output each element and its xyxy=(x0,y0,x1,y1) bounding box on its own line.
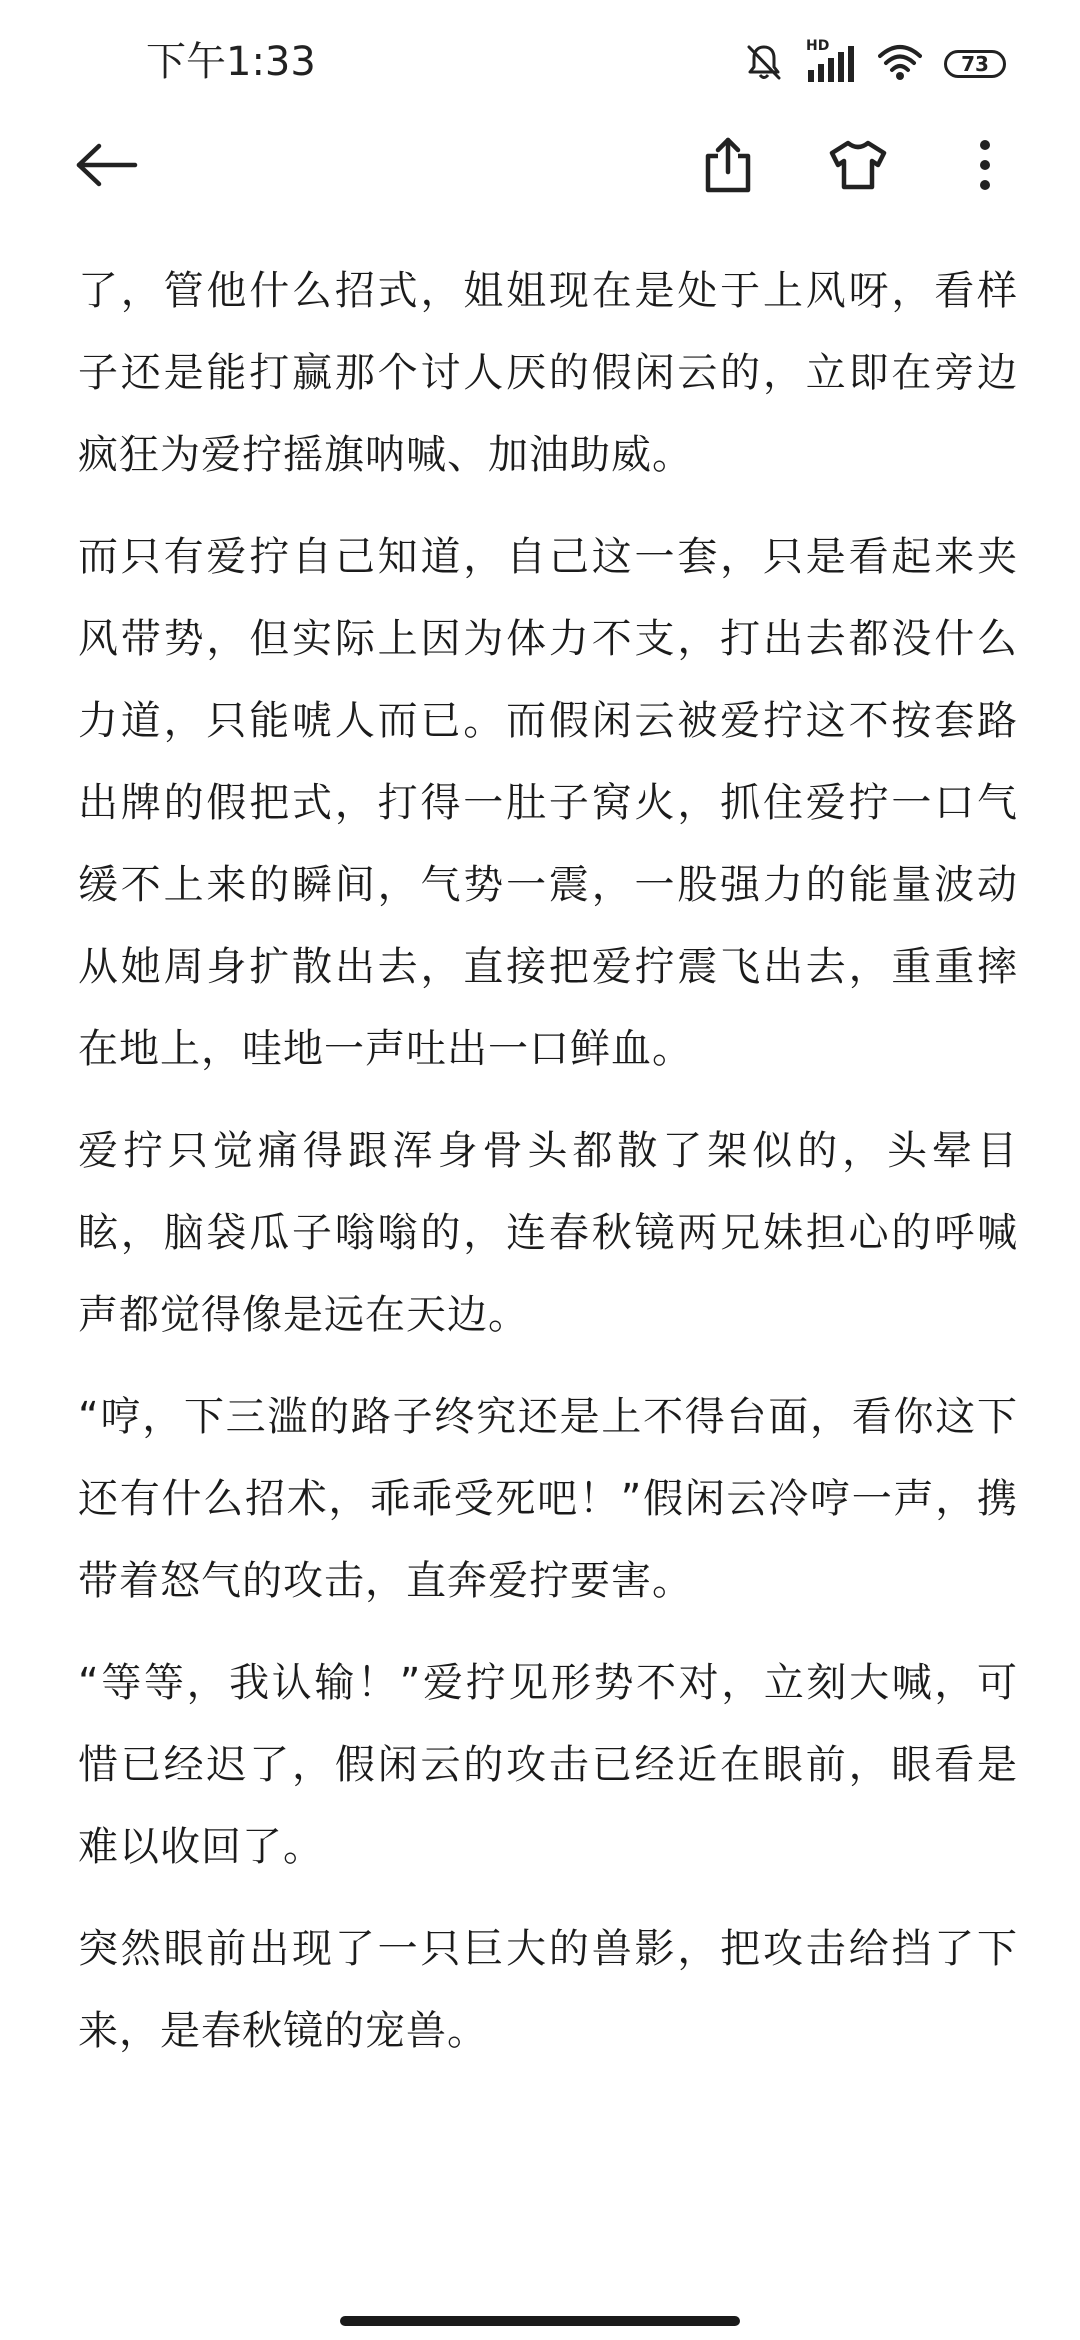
home-indicator[interactable] xyxy=(340,2316,740,2326)
battery-level: 73 xyxy=(961,52,989,76)
article-content xyxy=(78,250,1018,2092)
more-vertical-icon xyxy=(977,139,993,191)
wifi-icon xyxy=(878,42,922,86)
shirt-icon xyxy=(828,139,888,191)
bell-off-icon xyxy=(744,42,784,86)
status-bar xyxy=(0,0,1080,120)
battery-icon xyxy=(944,50,1006,78)
reader-toolbar xyxy=(0,120,1080,210)
status-icons xyxy=(744,38,1006,86)
signal-icon xyxy=(806,38,856,84)
back-button[interactable] xyxy=(62,120,152,210)
back-arrow-icon xyxy=(75,143,139,187)
paragraph: 爱拧只觉痛得跟浑身骨头都散了架似的，头晕目眩，脑袋瓜子嗡嗡的，连春秋镜两兄妹担心的呼喊声都觉得像是远在天边。 xyxy=(78,1128,1018,1338)
paragraph: 突然眼前出现了一只巨大的兽影，把攻击给挡了下来，是春秋镜的宠兽。 xyxy=(78,1926,1018,2054)
paragraph: “哼，下三滥的路子终究还是上不得台面，看你这下还有什么招术，乖乖受死吧！”假闲云冷哼一声，携带着怒气的攻击，直奔爱拧要害。 xyxy=(78,1394,1018,1604)
share-icon xyxy=(702,136,754,194)
status-time: 下午1:33 xyxy=(146,39,316,85)
network-type-label: HD xyxy=(806,38,830,54)
theme-button[interactable] xyxy=(813,120,903,210)
share-button[interactable] xyxy=(683,120,773,210)
paragraph: 了，管他什么招式，姐姐现在是处于上风呀，看样子还是能打赢那个讨人厌的假闲云的，立即在旁边疯狂为爱拧摇旗呐喊、加油助威。 xyxy=(78,268,1018,478)
paragraph: “等等，我认输！”爱拧见形势不对，立刻大喊，可惜已经迟了，假闲云的攻击已经近在眼前，眼看是难以收回了。 xyxy=(78,1660,1018,1870)
paragraph: 而只有爱拧自己知道，自己这一套，只是看起来夹风带势，但实际上因为体力不支，打出去都没什么力道，只能唬人而已。而假闲云被爱拧这不按套路出牌的假把式，打得一肚子窝火，抓住爱拧一口气缓不上来的瞬间，气势一震，一股强力的能量波动从她周身扩散出去，直接把爱拧震飞出去，重重摔在地上，哇地一声吐出一口鲜血。 xyxy=(78,534,1018,1072)
more-button[interactable] xyxy=(940,120,1030,210)
